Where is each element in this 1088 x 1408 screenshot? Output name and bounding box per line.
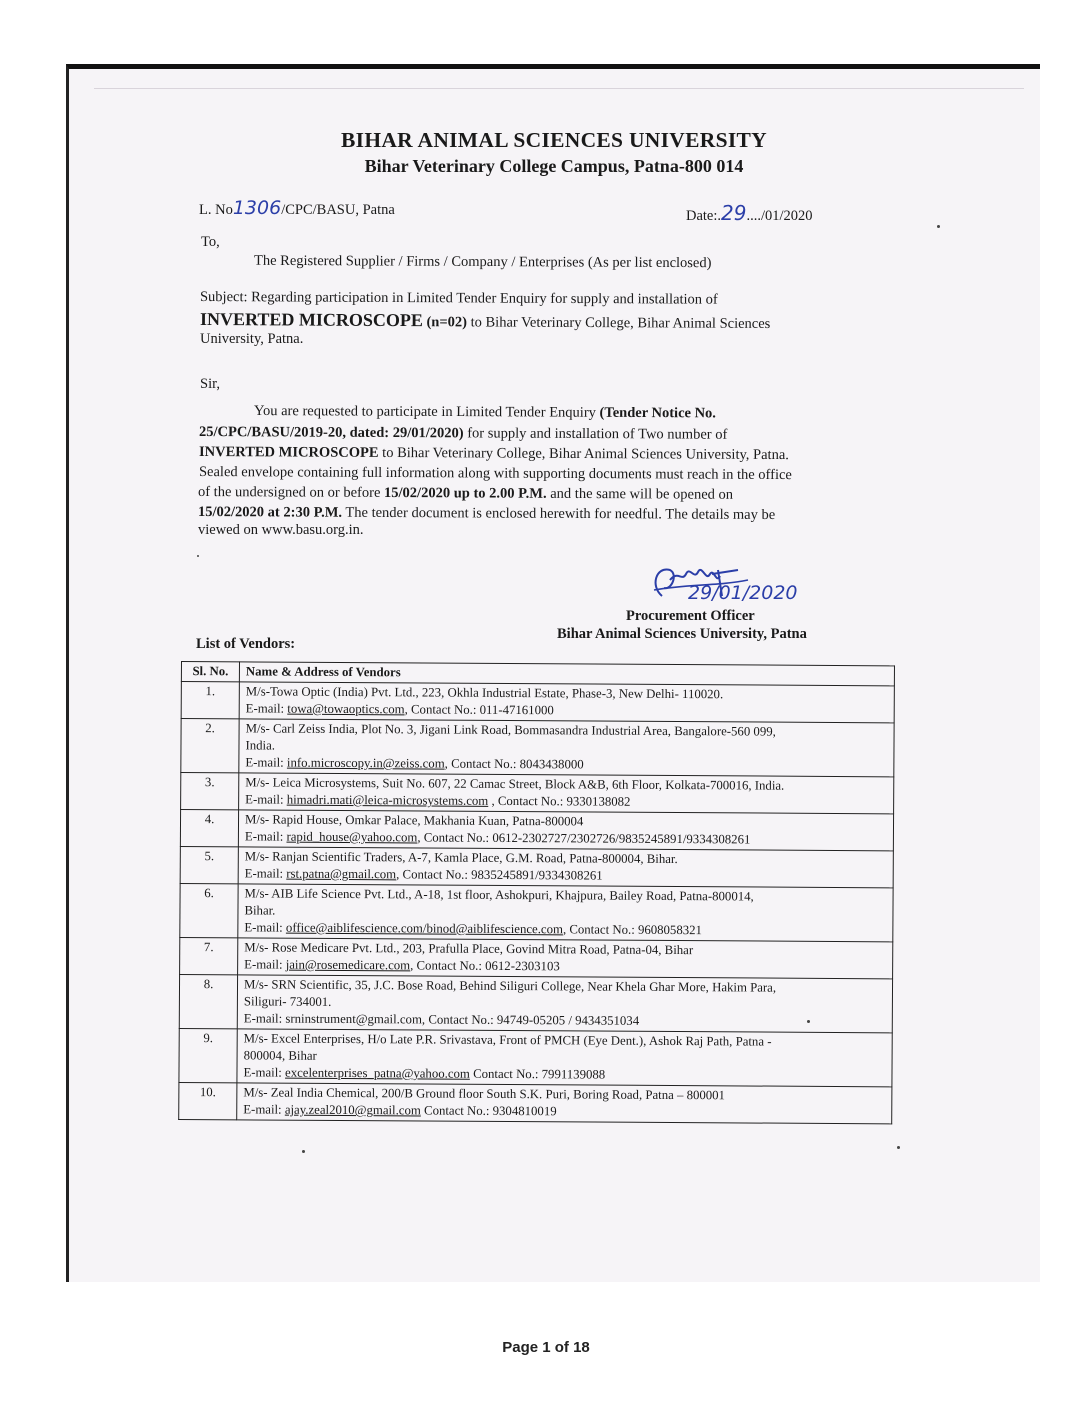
vendor-details bbox=[239, 682, 894, 723]
vendor-address-line: M/s- Excel Enterprises, H/o Late P.R. Srivastava, Front of PMCH (Eye Dent.), Ashok Raj Path, Patna - bbox=[243, 1031, 772, 1049]
table-row bbox=[179, 1082, 892, 1123]
scan-speck bbox=[897, 1146, 900, 1149]
university-name: BIHAR ANIMAL SCIENCES UNIVERSITY bbox=[341, 128, 767, 152]
vendor-email-link[interactable]: himadri.mati@leica-microsystems.com bbox=[286, 792, 489, 808]
vendor-sl-no: 6. bbox=[180, 883, 238, 937]
vendor-contact-number: Contact No.: 9304810019 bbox=[420, 1103, 557, 1119]
vendor-details bbox=[239, 719, 894, 777]
subject-line-2: INVERTED MICROSCOPE (n=02) to Bihar Veterinary College, Bihar Animal Sciences bbox=[199, 309, 771, 332]
vendor-contact-number: , Contact No.: 9330138082 bbox=[488, 793, 631, 809]
vendor-sl-no: 10. bbox=[179, 1082, 237, 1119]
signature-date: 29/01/2020 bbox=[688, 582, 798, 604]
vendor-address-line: M/s- Leica Microsystems, Suit No. 607, 22 Camac Street, Block A&B, 6th Floor, Kolkata-700016, India. bbox=[245, 775, 785, 793]
vendor-contact-line bbox=[243, 1064, 885, 1085]
para-line-6: 15/02/2020 at 2:30 P.M. The tender document is enclosed herewith for needful. The details may be bbox=[197, 504, 776, 524]
scan-speck bbox=[197, 555, 199, 557]
vendor-contact-number: , Contact No.: 9835245891/9334308261 bbox=[396, 867, 603, 883]
para-line-5: of the undersigned on or before 15/02/2020 up to 2.00 P.M. and the same will be opened on bbox=[197, 484, 734, 503]
recipient: The Registered Supplier / Firms / Company / Enterprises (As per list enclosed) bbox=[253, 252, 712, 272]
vendor-contact-number: Contact No.: 7991139088 bbox=[469, 1066, 606, 1082]
vendor-contact-line bbox=[244, 956, 886, 977]
table-row bbox=[180, 810, 893, 851]
vendor-email-link[interactable]: ajay.zeal2010@gmail.com bbox=[284, 1102, 421, 1118]
vendor-details bbox=[237, 975, 892, 1033]
vendor-details bbox=[238, 810, 893, 851]
email-label: E-mail: bbox=[245, 792, 287, 807]
col-name-address: Name & Address of Vendors bbox=[239, 662, 894, 686]
vendor-details bbox=[237, 1029, 892, 1087]
handwritten-date-day: 29 bbox=[721, 201, 747, 225]
vendor-contact-line bbox=[245, 865, 887, 886]
vendor-address-line: 800004, Bihar bbox=[243, 1048, 317, 1063]
vendor-contact-line bbox=[244, 919, 886, 940]
table-row bbox=[180, 883, 893, 941]
scan-speck bbox=[807, 1020, 810, 1023]
letter-reference: L. No1306/CPC/BASU, Patna bbox=[199, 197, 395, 219]
handwritten-ref-number: 1306 bbox=[232, 197, 282, 219]
email-label: E-mail: bbox=[244, 866, 287, 881]
table-row bbox=[180, 846, 893, 887]
table-row bbox=[181, 719, 894, 777]
vendor-address-line: Siliguri- 734001. bbox=[243, 994, 332, 1009]
vendor-email-link[interactable]: rapid_house@yahoo.com bbox=[286, 829, 418, 845]
vendor-sl-no: 4. bbox=[180, 810, 238, 847]
vendor-details bbox=[239, 773, 894, 814]
para-line-2: 25/CPC/BASU/2019-20, dated: 29/01/2020) for supply and installation of Two number of bbox=[198, 424, 728, 443]
vendor-email-link[interactable]: excelenterprises_patna@yahoo.com bbox=[285, 1065, 470, 1081]
vendor-address-line: M/s- Rose Medicare Pvt. Ltd., 203, Prafulla Place, Govind Mitra Road, Patna-04, Bihar bbox=[244, 940, 694, 958]
vendor-contact-number: , Contact No.: 8043438000 bbox=[444, 756, 584, 772]
to-label: To, bbox=[201, 234, 220, 250]
table-row bbox=[179, 974, 892, 1032]
para-line-1: You are requested to participate in Limited Tender Enquiry (Tender Notice No. bbox=[253, 403, 716, 422]
vendor-details bbox=[237, 1083, 892, 1124]
subject-item: INVERTED MICROSCOPE bbox=[199, 309, 423, 331]
signatory-title: Procurement Officer bbox=[626, 608, 755, 624]
letter-date: Date:.29..../01/2020 bbox=[686, 201, 813, 225]
scan-speck bbox=[937, 225, 940, 228]
vendor-sl-no: 8. bbox=[179, 974, 237, 1028]
para-line-7: viewed on www.basu.org.in. bbox=[198, 522, 364, 538]
scan-speck bbox=[302, 1150, 305, 1153]
scan-edge-line bbox=[94, 88, 1024, 89]
vendor-address-line: India. bbox=[245, 738, 276, 753]
vendor-details bbox=[238, 884, 893, 942]
table-row bbox=[179, 1028, 892, 1086]
vendor-email-link[interactable]: srninstrument@gmail.com bbox=[285, 1011, 422, 1027]
vendor-email-link[interactable]: rst.patna@gmail.com bbox=[286, 866, 397, 882]
vendor-address-line: M/s- AIB Life Science Pvt. Ltd., A-18, 1st floor, Ashokpuri, Khajpura, Bailey Road, Patna-800014, bbox=[244, 886, 754, 904]
subject-line-3: University, Patna. bbox=[200, 331, 304, 347]
vendor-list-heading: List of Vendors: bbox=[196, 636, 296, 652]
vendor-address-line: M/s- Rapid House, Omkar Palace, Makhania Kuan, Patna-800004 bbox=[244, 812, 584, 829]
email-label: E-mail: bbox=[243, 1065, 286, 1080]
email-label: E-mail: bbox=[244, 920, 286, 935]
vendor-sl-no: 3. bbox=[181, 773, 239, 810]
vendor-details bbox=[238, 847, 893, 888]
signatory-org: Bihar Animal Sciences University, Patna bbox=[557, 626, 807, 642]
vendor-email-link[interactable]: jain@rosemedicare.com bbox=[285, 957, 411, 973]
email-label: E-mail: bbox=[244, 829, 287, 844]
campus-address: Bihar Veterinary College Campus, Patna-800 014 bbox=[364, 156, 744, 176]
vendor-contact-number: , Contact No.: 011-47161000 bbox=[404, 702, 554, 718]
para-line-4: Sealed envelope containing full information along with supporting documents must reach in the office bbox=[198, 464, 792, 484]
vendor-email-link[interactable]: office@aiblifescience.com/binod@aiblifescience.com bbox=[285, 920, 564, 937]
vendor-sl-no: 7. bbox=[180, 937, 238, 974]
vendor-sl-no: 1. bbox=[181, 682, 239, 719]
vendor-contact-number: , Contact No.: 94749-05205 / 9434351034 bbox=[421, 1012, 640, 1028]
vendor-sl-no: 2. bbox=[181, 719, 239, 773]
vendor-details bbox=[238, 938, 893, 979]
vendor-address-line: M/s- Ranjan Scientific Traders, A-7, Kamla Place, G.M. Road, Patna-800004, Bihar. bbox=[244, 849, 678, 867]
vendor-address-line: M/s- Carl Zeiss India, Plot No. 3, Jigani Link Road, Bommasandra Industrial Area, Bangalore-560 099, bbox=[245, 721, 776, 739]
vendor-contact-line bbox=[245, 791, 887, 812]
para-line-3: INVERTED MICROSCOPE to Bihar Veterinary College, Bihar Animal Sciences University, Patna. bbox=[198, 444, 789, 464]
vendor-address-line: M/s- SRN Scientific, 35, J.C. Bose Road, Behind Siliguri College, Near Khela Ghar More, Hakim Para, bbox=[243, 977, 777, 995]
vendor-contact-line bbox=[243, 1101, 885, 1122]
table-row bbox=[180, 937, 893, 978]
email-label: E-mail: bbox=[245, 701, 288, 716]
table-row bbox=[181, 682, 894, 723]
vendor-contact-number: , Contact No.: 9608058321 bbox=[562, 922, 703, 938]
email-label: E-mail: bbox=[243, 1011, 286, 1026]
vendor-contact-number: , Contact No.: 0612-2302727/2302726/9835245891/9334308261 bbox=[417, 830, 751, 847]
vendor-contact-line bbox=[245, 828, 887, 849]
vendor-sl-no: 9. bbox=[179, 1028, 237, 1082]
vendor-address-line: M/s- Zeal India Chemical, 200/B Ground floor South S.K. Puri, Boring Road, Patna – 800001 bbox=[243, 1085, 726, 1103]
vendor-sl-no: 5. bbox=[180, 846, 238, 883]
salutation: Sir, bbox=[200, 376, 220, 392]
table-row bbox=[181, 773, 894, 814]
vendor-contact-line bbox=[245, 754, 887, 775]
vendor-rows bbox=[179, 682, 895, 1124]
vendor-address-line: Bihar. bbox=[244, 903, 276, 918]
email-label: E-mail: bbox=[243, 1102, 285, 1117]
vendor-contact-line bbox=[246, 700, 888, 721]
vendor-email-link[interactable]: info.microscopy.in@zeiss.com bbox=[286, 755, 445, 771]
email-label: E-mail: bbox=[245, 755, 288, 770]
vendor-contact-line bbox=[244, 1010, 886, 1031]
email-label: E-mail: bbox=[244, 957, 286, 972]
vendor-table bbox=[178, 661, 895, 1124]
page-number: Page 1 of 18 bbox=[502, 1339, 590, 1356]
vendor-email-link[interactable]: towa@towaoptics.com bbox=[287, 701, 405, 717]
vendor-contact-number: , Contact No.: 0612-2303103 bbox=[410, 958, 560, 974]
vendor-address-line: M/s-Towa Optic (India) Pvt. Ltd., 223, Okhla Industrial Estate, Phase-3, New Delhi- 110020. bbox=[245, 684, 724, 702]
col-sl-no: Sl. No. bbox=[181, 662, 239, 682]
subject-line-1: Subject: Regarding participation in Limited Tender Enquiry for supply and installation of bbox=[199, 289, 718, 308]
